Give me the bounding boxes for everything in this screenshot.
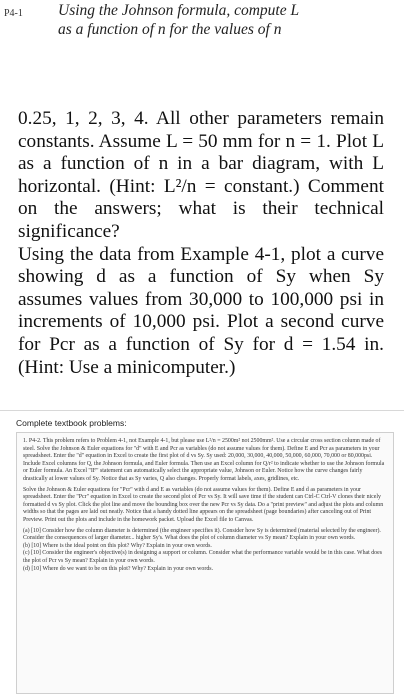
question-d: (d) [10] Where do we want to be on this plot? Why? Explain in your own words.	[23, 565, 214, 572]
problem-header	[0, 0, 404, 62]
assignment-label: Complete textbook problems:	[16, 418, 127, 428]
problem-paragraph-1: 0.25, 1, 2, 3, 4. All other parameters remain constants. Assume L = 50 mm for n = 1. Plot L as a function of n in a bar diagram, with L horizontal. (Hint: L²/n = constant.) Comment on the answers; what is their technical significance?	[18, 108, 384, 242]
section-divider	[0, 410, 404, 411]
problem-paragraph-2: Using the data from Example 4-1, plot a curve showing d as a function of Sy when Sy assumes values from 30,000 to 100,000 psi in increments of 10,000 psi. Plot a second curve for Pcr as a function of Sy for d = 1.54 in. (Hint: Use a minicomputer.)	[18, 243, 384, 378]
question-b: (b) [10] Where is the ideal point on this plot? Why? Explain in your own words.	[23, 542, 212, 549]
header-line-1: Using the Johnson formula, compute L	[58, 2, 300, 19]
assignment-section	[16, 418, 394, 694]
problem-text	[18, 108, 384, 379]
assignment-item-2: Solve the Johnson & Euler equations for "Pcr" with d and E as variables (do not assume values for them). Define E and d as parameters in your spreadsheet. Enter the "Pcr" equation in Excel to create the second plot of Pcr vs Sy. It will save time if the student can Ctrl-C Ctrl-V clones their nicely formatted d vs Sy plot. Click the plot line and move the bounding box over the new Pcr vs Sy data. Do a "print preview" and adjust the plots and column widths so that the pages are laid out neatly. Notice that a handy dotted line appears on the spreadsheet (page boundaries) after canceling out of Print Preview. Print out the plots and include in the homework packet. Upload the Excel file to Canvas.	[23, 486, 384, 523]
assignment-panel	[16, 432, 394, 694]
question-c: (c) [10] Consider the engineer's objective(s) in designing a support or column. Consider what the performance variable would be in this case. What does the plot of Pcr vs Sy mean? Explain in your own words.	[23, 550, 383, 564]
assignment-item-1: 1. P4-2. This problem refers to Problem 4-1, not Example 4-1, but please use L²/n = 2500m² not 2500mm². Use a circular cross section column made of steel. Solve the Johnson & Euler equations for "d" with E and Pcr as variables (do not assume values for them). Define E and Pcr as parameters in your spreadsheet. Enter the "d" equation in Excel to create the first plot of d vs Sy. Sy used: 20,000, 30,000, 40,000, 50,000, 60,000, 70,000 or 80,000psi. Include Excel columns for Q, the Johnson formula, and Euler formula. Then use an Excel column for Q/r² to indicate whether to use the Johnson formula or Euler formula. An Excel "IF" statement can automatically select the appropriate value, Johnson or Euler. Notice how the curve changes fairly drastically at lower values of Sy. Notice that as Sy varies, Q also changes. Properly format labels, axes, gridlines, etc.	[23, 438, 385, 482]
header-line-2: as a function of n for the values of n	[58, 21, 282, 38]
question-a: (a) [10] Consider how the column diameter is determined (the engineer specifies it). Consider how Sy is determined (material selected by the engineer). Consider the consequences of larger diameter... higher Sy's. What does the plot of column diameter vs Sy mean? Explain in your own words.	[23, 527, 381, 542]
problem-number: P4-1	[4, 8, 23, 19]
